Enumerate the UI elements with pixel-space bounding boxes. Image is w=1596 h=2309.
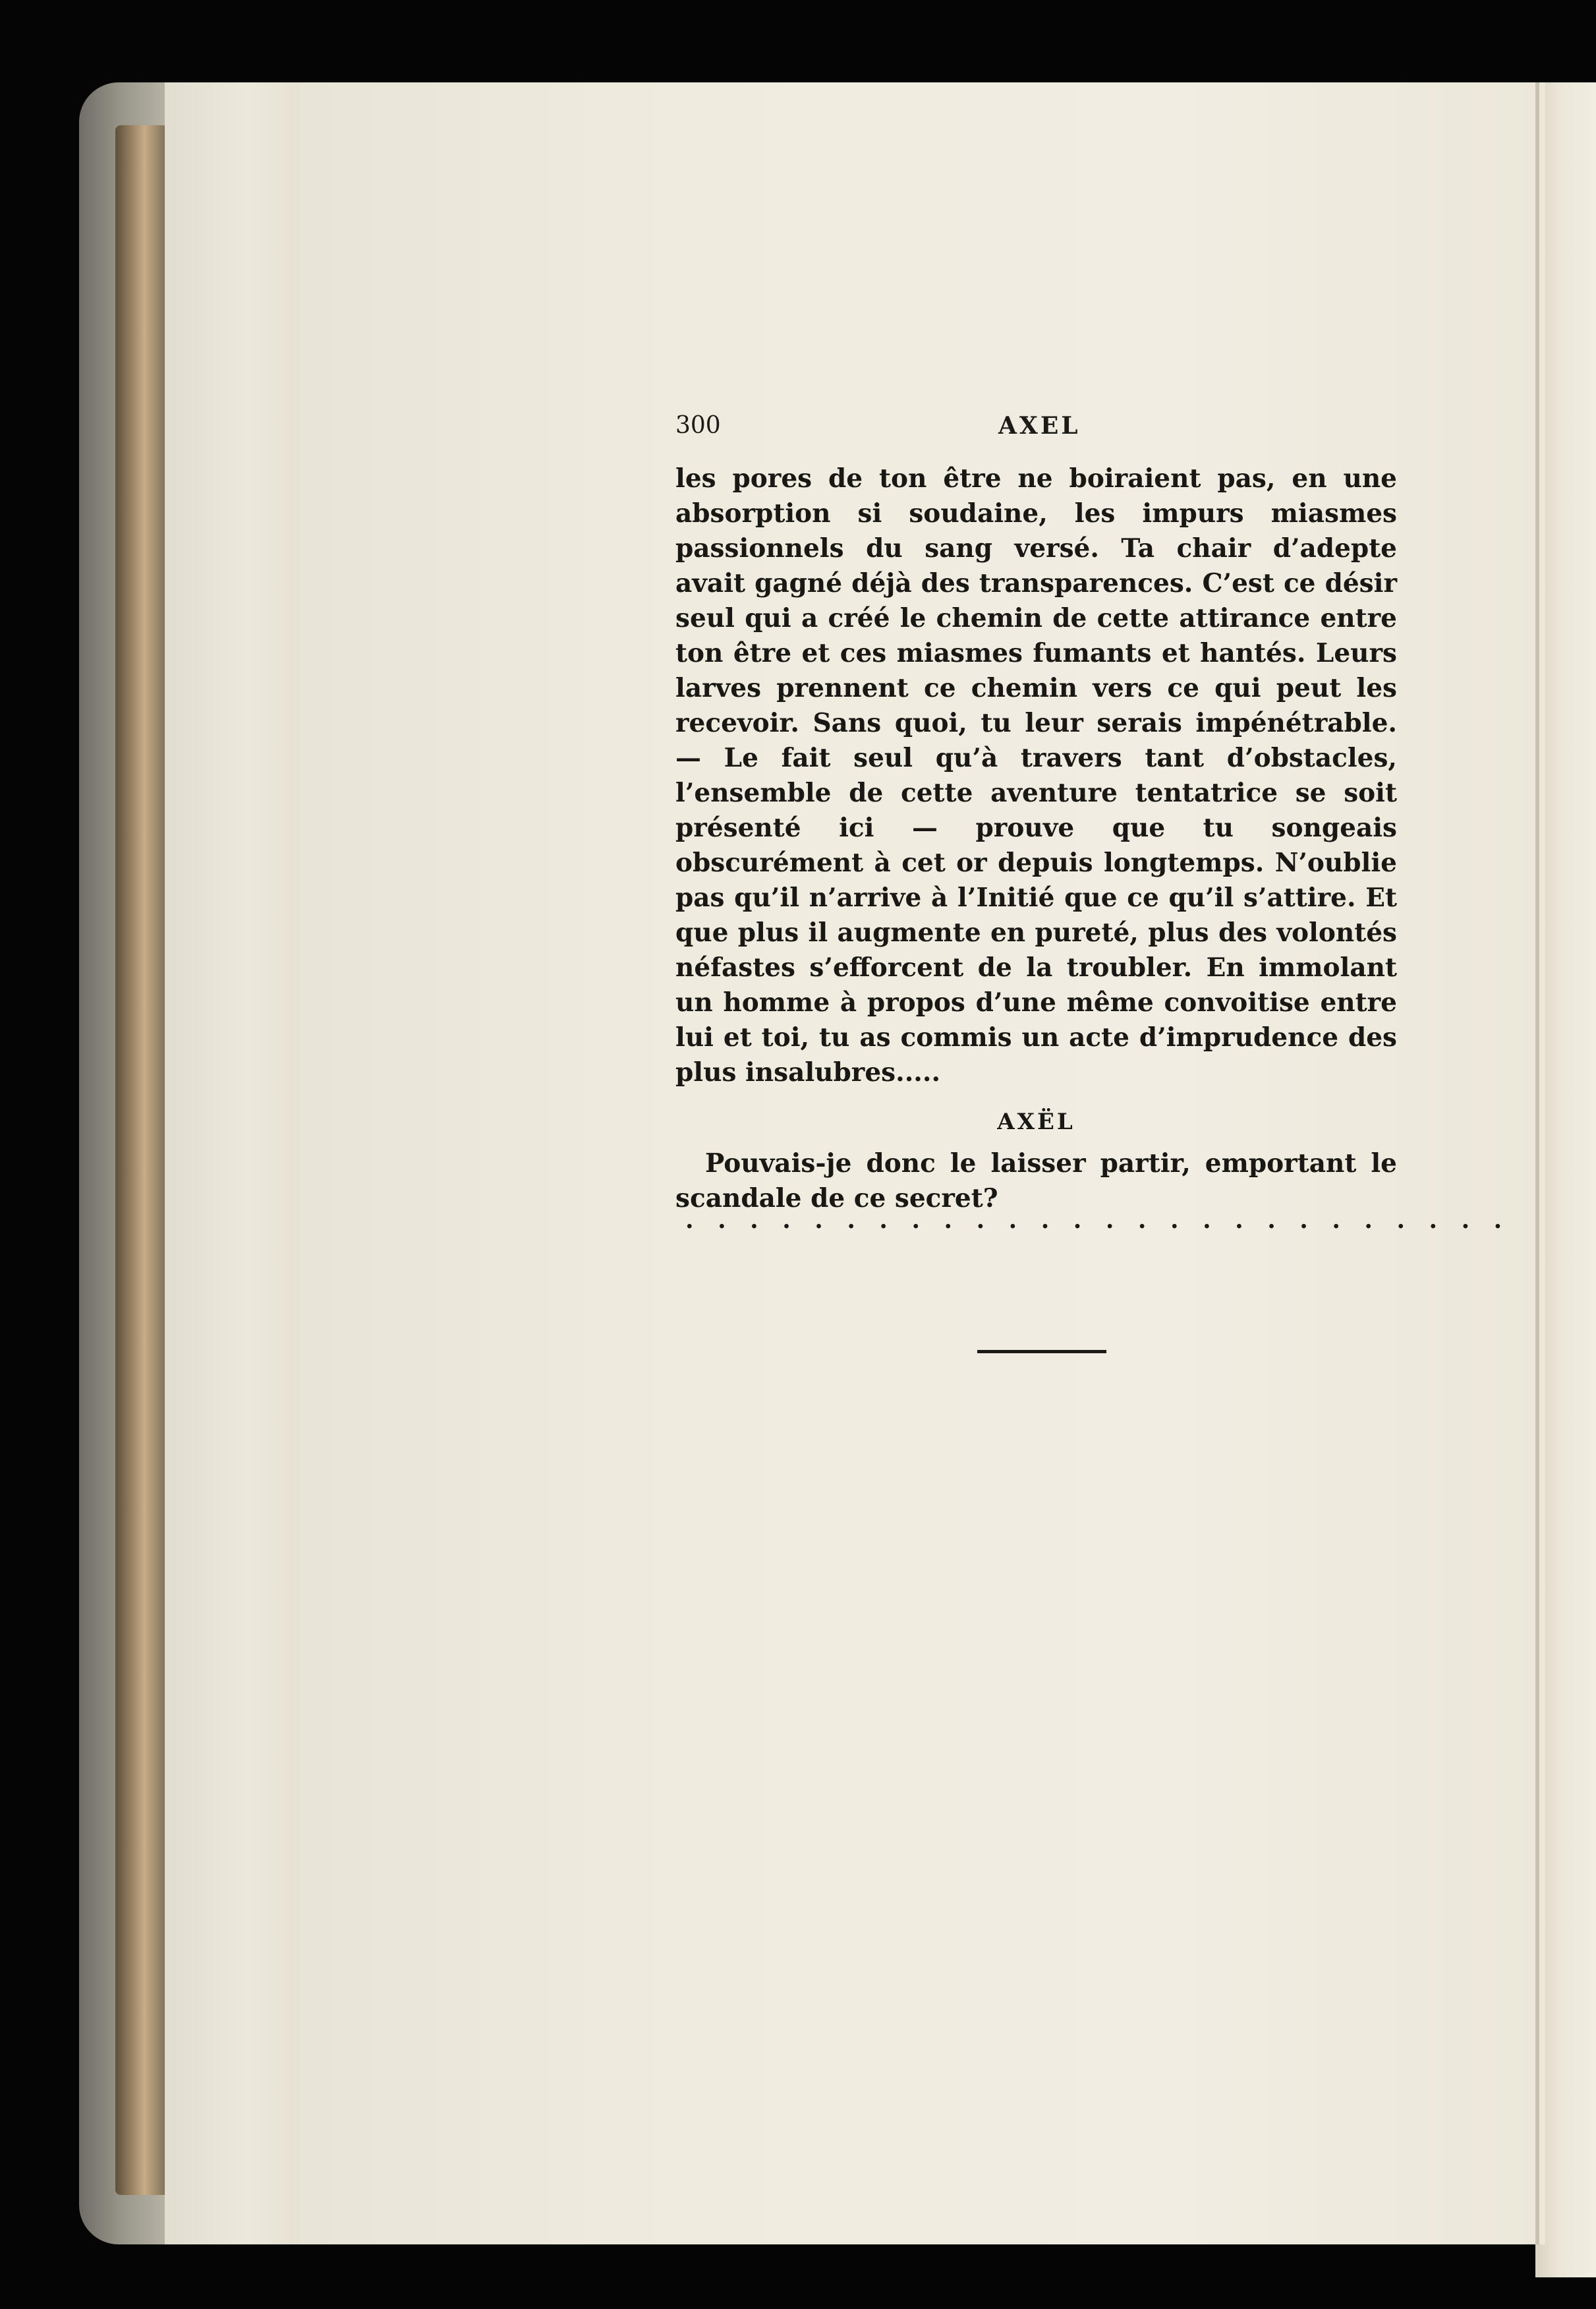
speaker-name: AXËL bbox=[997, 1109, 1075, 1135]
page-number: 300 bbox=[675, 412, 721, 439]
page-edge bbox=[1535, 82, 1539, 2244]
page-header bbox=[675, 412, 1400, 445]
running-title: AXEL bbox=[998, 412, 1081, 440]
body-paragraph: les pores de ton être ne boiraient pas, en une absorption si soudaine, les impurs miasmes passionnels du sang versé. Ta chair d’adepte avait gagné déjà des transparences. C’est ce désir seul qui a créé le chemin de cette attirance entre ton être et ces miasmes fumants et hantés. Leurs larves prennent ce chemin vers ce qui peut les recevoir. Sans quoi, tu leur serais impénétrable. — Le fait seul qu’à travers tant d’obstacles, l’ensemble de cette aventure tentatrice se soit présenté ici — prouve que tu songeais obscurément à cet or depuis longtemps. N’oublie pas qu’il n’arrive à l’Initié que ce qu’il s’attire. Et que plus il augmente en pureté, plus des volontés néfastes s’efforcent de la troubler. En immolant un homme à propos d’une même convoitise entre lui et toi, tu as commis un acte d’imprudence des plus insalubres..... bbox=[675, 463, 1397, 1088]
section-rule bbox=[977, 1350, 1106, 1353]
page-body bbox=[675, 461, 1397, 1216]
body-paragraph: Pouvais-je donc le laisser partir, emportant le scandale de ce secret? bbox=[675, 1148, 1397, 1213]
ellipsis-line: . . . . . . . . . . . . . . . . . . . . . . . . . . bbox=[685, 1206, 1510, 1234]
book-spine-edge bbox=[115, 125, 168, 2195]
page-gutter bbox=[165, 82, 303, 2244]
